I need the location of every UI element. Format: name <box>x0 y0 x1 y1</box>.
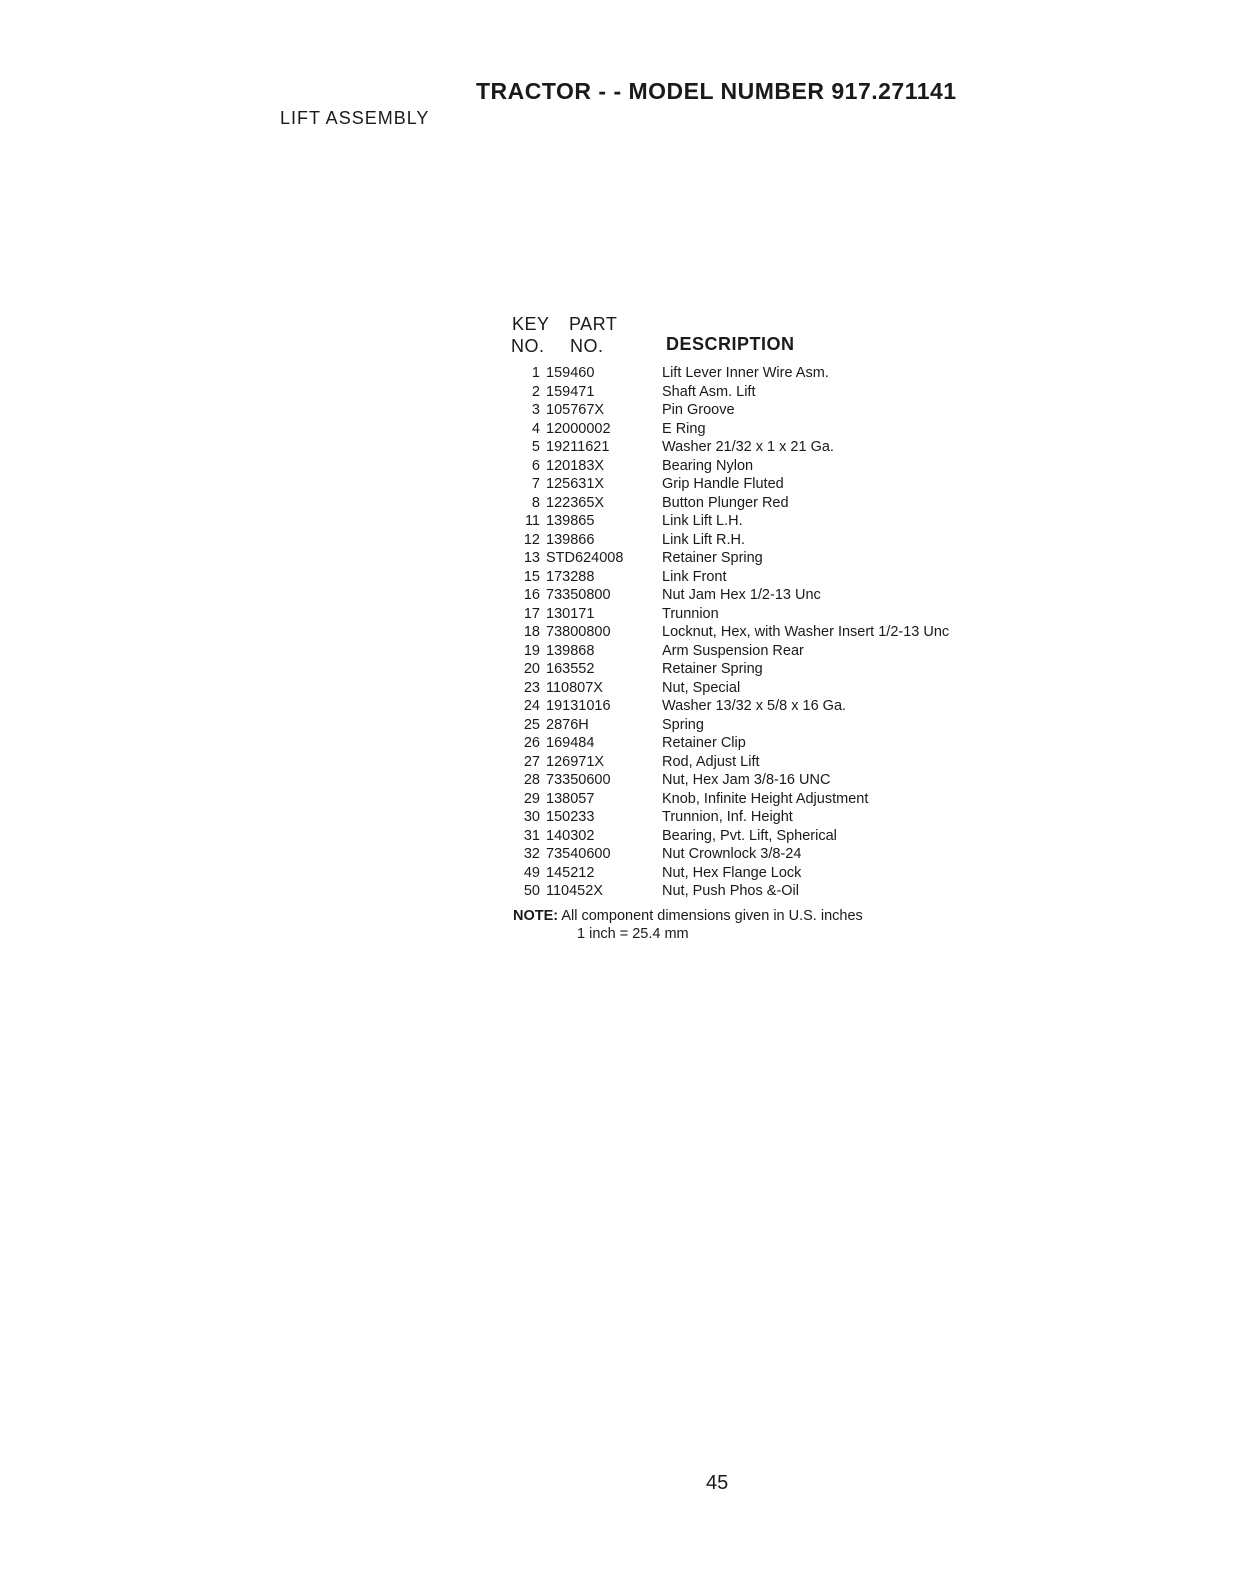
part-description: Shaft Asm. Lift <box>662 383 756 400</box>
part-key-no: 49 <box>523 864 540 881</box>
parts-row <box>510 512 949 531</box>
key-no-header-line2: NO. <box>511 336 545 356</box>
part-description: Link Front <box>662 568 727 585</box>
part-description: E Ring <box>662 420 706 437</box>
part-number: 139868 <box>546 642 595 659</box>
part-number: 140302 <box>546 827 595 844</box>
part-description: Trunnion, Inf. Height <box>662 809 793 825</box>
part-number: 105767X <box>546 402 605 418</box>
part-description: Locknut, Hex, with Washer Insert 1/2-13 Unc <box>662 624 950 640</box>
part-key-no: 25 <box>523 716 540 733</box>
part-key-no: 11 <box>524 513 540 529</box>
key-no-header-line1: KEY <box>512 314 550 334</box>
part-number: 19211621 <box>546 439 610 455</box>
part-description: Lift Lever Inner Wire Asm. <box>662 365 829 381</box>
part-key-no: 18 <box>523 624 540 640</box>
part-key-no: 3 <box>531 402 540 418</box>
part-description: Rod, Adjust Lift <box>662 753 760 770</box>
part-number: 130171 <box>546 605 595 622</box>
parts-row <box>510 808 949 827</box>
part-number: 159460 <box>546 365 595 381</box>
part-number: 73540600 <box>546 846 611 862</box>
note-line2: 1 inch = 25.4 mm <box>577 926 689 942</box>
part-description: Trunnion <box>662 605 719 622</box>
note-label: NOTE: <box>513 908 559 924</box>
part-key-no: 5 <box>531 439 540 455</box>
part-key-no: 26 <box>523 735 540 751</box>
part-key-no: 6 <box>531 457 540 474</box>
part-no-header-line2: NO. <box>570 336 604 356</box>
part-number: 122365X <box>546 494 605 511</box>
part-number: 159471 <box>546 383 595 400</box>
parts-row <box>510 401 949 420</box>
section-title: LIFT ASSEMBLY <box>280 108 430 128</box>
part-key-no: 4 <box>531 420 540 437</box>
parts-row <box>510 605 949 624</box>
part-number: 19131016 <box>546 698 611 714</box>
part-description: Bearing Nylon <box>662 457 754 474</box>
parts-row <box>510 827 949 846</box>
part-key-no: 23 <box>523 679 540 696</box>
part-number: 73350600 <box>546 772 611 788</box>
page-title: TRACTOR - - MODEL NUMBER 917.271141 <box>476 78 957 104</box>
parts-row <box>510 438 949 457</box>
page-number: 45 <box>706 1472 729 1494</box>
parts-row <box>510 882 949 901</box>
part-key-no: 30 <box>523 809 540 825</box>
parts-row <box>510 586 949 605</box>
part-key-no: 7 <box>531 476 540 492</box>
part-description: Link Lift L.H. <box>662 513 743 529</box>
part-key-no: 20 <box>523 661 540 677</box>
part-number: 169484 <box>546 735 595 751</box>
part-description: Spring <box>662 716 704 733</box>
part-number: 120183X <box>546 457 605 474</box>
part-key-no: 24 <box>523 698 540 714</box>
part-description: Link Lift R.H. <box>662 531 745 548</box>
part-description: Pin Groove <box>662 402 735 418</box>
parts-row <box>510 457 949 476</box>
part-key-no: 32 <box>523 846 540 862</box>
parts-row <box>510 475 949 494</box>
parts-row <box>510 623 949 642</box>
parts-row <box>510 531 949 550</box>
parts-list <box>510 364 949 901</box>
part-key-no: 16 <box>523 587 540 603</box>
parts-row <box>510 568 949 587</box>
part-number: 110807X <box>546 679 603 696</box>
part-key-no: 8 <box>531 494 540 511</box>
part-key-no: 2 <box>531 383 540 400</box>
note-line1: All component dimensions given in U.S. inches <box>561 908 863 924</box>
part-description: Retainer Clip <box>662 735 746 751</box>
parts-row <box>510 753 949 772</box>
parts-row <box>510 734 949 753</box>
part-key-no: 1 <box>531 365 540 381</box>
part-no-header-line1: PART <box>569 314 618 334</box>
part-number: 125631X <box>546 476 605 492</box>
part-number: 139866 <box>546 531 595 548</box>
part-number: 73800800 <box>546 624 611 640</box>
part-key-no: 50 <box>523 883 540 899</box>
part-number: 12000002 <box>546 420 611 437</box>
description-header: DESCRIPTION <box>666 334 795 354</box>
part-number: 163552 <box>546 661 595 677</box>
parts-row <box>510 420 949 439</box>
parts-row <box>510 383 949 402</box>
part-number: 138057 <box>546 790 595 807</box>
part-description: Washer 13/32 x 5/8 x 16 Ga. <box>662 698 847 714</box>
part-description: Nut Crownlock 3/8-24 <box>662 846 802 862</box>
part-description: Washer 21/32 x 1 x 21 Ga. <box>662 439 834 455</box>
parts-row <box>510 549 949 568</box>
part-description: Retainer Spring <box>662 661 763 677</box>
part-description: Button Plunger Red <box>662 494 789 511</box>
part-number: 2876H <box>546 716 589 733</box>
parts-row <box>510 660 949 679</box>
part-key-no: 28 <box>523 772 540 788</box>
part-description: Retainer Spring <box>662 550 763 566</box>
part-key-no: 31 <box>523 827 540 844</box>
parts-row <box>510 679 949 698</box>
part-number: 150233 <box>546 809 595 825</box>
parts-row <box>510 845 949 864</box>
part-key-no: 17 <box>523 605 540 622</box>
part-description: Knob, Infinite Height Adjustment <box>662 790 869 807</box>
part-number: 73350800 <box>546 587 611 603</box>
part-description: Arm Suspension Rear <box>662 642 804 659</box>
part-key-no: 29 <box>523 790 540 807</box>
parts-row <box>510 364 949 383</box>
note <box>513 907 863 926</box>
part-description: Nut, Push Phos &-Oil <box>662 883 799 899</box>
part-key-no: 12 <box>523 531 540 548</box>
part-description: Grip Handle Fluted <box>662 476 784 492</box>
parts-row <box>510 697 949 716</box>
part-key-no: 19 <box>523 642 540 659</box>
part-description: Nut, Hex Jam 3/8-16 UNC <box>662 772 831 788</box>
part-number: 173288 <box>546 568 595 585</box>
part-description: Nut, Special <box>662 679 741 696</box>
parts-row <box>510 642 949 661</box>
part-number: 126971X <box>546 753 605 770</box>
part-number: 110452X <box>546 883 603 899</box>
part-key-no: 13 <box>523 550 540 566</box>
part-number: STD624008 <box>546 550 624 566</box>
parts-row <box>510 771 949 790</box>
part-description: Nut, Hex Flange Lock <box>662 864 802 881</box>
parts-row <box>510 790 949 809</box>
part-number: 145212 <box>546 864 595 881</box>
part-key-no: 15 <box>523 568 540 585</box>
parts-row <box>510 864 949 883</box>
part-description: Nut Jam Hex 1/2-13 Unc <box>662 587 821 603</box>
parts-row <box>510 716 949 735</box>
parts-row <box>510 494 949 513</box>
part-key-no: 27 <box>523 753 540 770</box>
part-number: 139865 <box>546 513 595 529</box>
part-description: Bearing, Pvt. Lift, Spherical <box>662 827 837 844</box>
